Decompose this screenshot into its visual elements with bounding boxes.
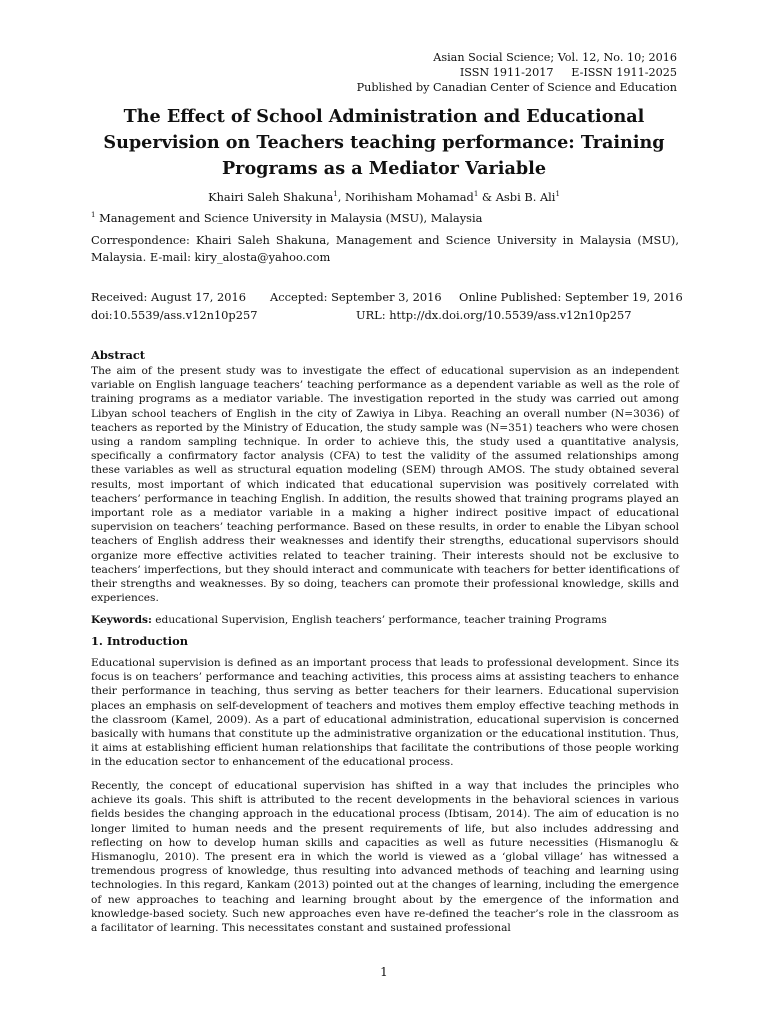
abstract-heading: Abstract [91, 348, 146, 362]
author-separator: , [337, 190, 346, 204]
accepted-date: Accepted: September 3, 2016 [270, 290, 442, 304]
journal-header [357, 50, 677, 95]
url-link[interactable]: URL: http://dx.doi.org/10.5539/ass.v12n10p257 [356, 308, 632, 322]
publication-dates [91, 288, 683, 324]
affiliation-marker: 1 [473, 190, 479, 199]
journal-volume: Asian Social Science; Vol. 12, No. 10; 2016 [433, 51, 677, 64]
published-date: Online Published: September 19, 2016 [459, 290, 683, 304]
abstract-text: The aim of the present study was to investigate the effect of educational supervision as an independent variable on English language teachers’ teaching performance as a dependent variable as well as the role of training programs as a mediator variable. The investigation reported in the study was carried out among Libyan school teachers of English in the city of Zawiya in Libya. Reaching an overall number (N=3036) of teachers as reported by the Ministry of Education, the study sample was (N=351) teachers who were chosen using a random sampling technique. In order to achieve this, the study used a quantitative analysis, specifically a confirmatory factor analysis (CFA) to test the validity of the assumed relationships among these variables as well as structural equation modeling (SEM) through AMOS. The study obtained several results, most important of which indicated that educational supervision was positively correlated with teachers’ performance in teaching English. In addition, the results showed that training programs played an important role as a mediator variable in a making a higher indirect positive impact of educational supervision on teachers’ teaching performance. Based on these results, in order to enable the Libyan school teachers of English address their weaknesses and identify their strengths, educational supervisors should organize more effective activities related to teacher training. Their interests should not be exclusive to teachers’ imperfections, but they should interact and communicate with teachers for better identifications of their strengths and weaknesses. By so doing, teachers can promote their professional knowledge, skills and experiences. [91, 365, 679, 605]
body-paragraph: Recently, the concept of educational supervision has shifted in a way that includes the principles who achieve its goals. This shift is attributed to the recent developments in the behavioral sciences in various fields besides the changing approach in the educational process (Ibtisam, 2014). The aim of education is no longer limited to human needs and the present requirements of life, but also includes addressing and reflecting on how to develop human skills and capacities as well as future necessities (Hismanoglu & Hismanoglu, 2010). The present era in which the world is viewed as a ‘global village’ has witnessed a tremendous progress of knowledge, thus resulting into advanced methods of teaching and learning using technologies. In this regard, Kankam (2013) pointed out at the changes of learning, including the emergence of new approaches to teaching and learning brought about by the emergence of the information and knowledge-based society. Such new approaches even have re-defined the teacher’s role in the classroom as a facilitator of learning. This necessitates constant and sustained professional [91, 780, 679, 935]
keywords [91, 614, 679, 626]
section-heading-introduction: 1. Introduction [91, 634, 188, 648]
affiliation-marker: 1 [333, 190, 338, 199]
author-list [0, 190, 768, 204]
body-paragraph: Educational supervision is defined as an important process that leads to professional development. Since its focus is on teachers’ performance and teaching activities, this process aims at assisting teachers to enhance their performance in teaching, thus serving as better teachers for their learners. Educational supervision places an emphasis on self-development of teachers and motives them employ effective teaching methods in the classroom (Kamel, 2009). As a part of educational administration, educational supervision is concerned basically with humans that constitute up the administrative organization or the educational institution. Thus, it aims at establishing efficient human relationships that facilitate the contributions of those people working in the education sector to enhancement of the educational process. [91, 657, 679, 769]
received-date: Received: August 17, 2016 [91, 290, 246, 304]
journal-issn: ISSN 1911-2017 E-ISSN 1911-2025 [459, 66, 677, 79]
paper-title: The Effect of School Administration and Educational Supervision on Teachers teaching performance: Training Programs as a Mediator Variable [103, 106, 665, 179]
author-separator: & [478, 190, 496, 204]
affiliation-text: Management and Science University in Malaysia (MSU), Malaysia [95, 211, 483, 225]
affiliation-marker: 1 [555, 190, 560, 199]
correspondence: Correspondence: Khairi Saleh Shakuna, Management and Science University in Malaysia (MSU), Malaysia. E-mail: kiry_alosta@yahoo.com [91, 233, 679, 264]
affiliation-marker: 1 [91, 211, 96, 220]
author-name: Khairi Saleh Shakuna [208, 190, 334, 204]
journal-publisher: Published by Canadian Center of Science and Education [356, 81, 677, 94]
page-number: 1 [380, 965, 388, 979]
keywords-label: Keywords: [91, 614, 152, 626]
affiliation [91, 211, 482, 225]
author-name: Asbi B. Ali [495, 190, 556, 204]
keywords-text: educational Supervision, English teachers’ performance, teacher training Programs [151, 614, 607, 626]
doi-link[interactable]: doi:10.5539/ass.v12n10p257 [91, 308, 258, 322]
author-name: Norihisham Mohamad [345, 190, 474, 204]
